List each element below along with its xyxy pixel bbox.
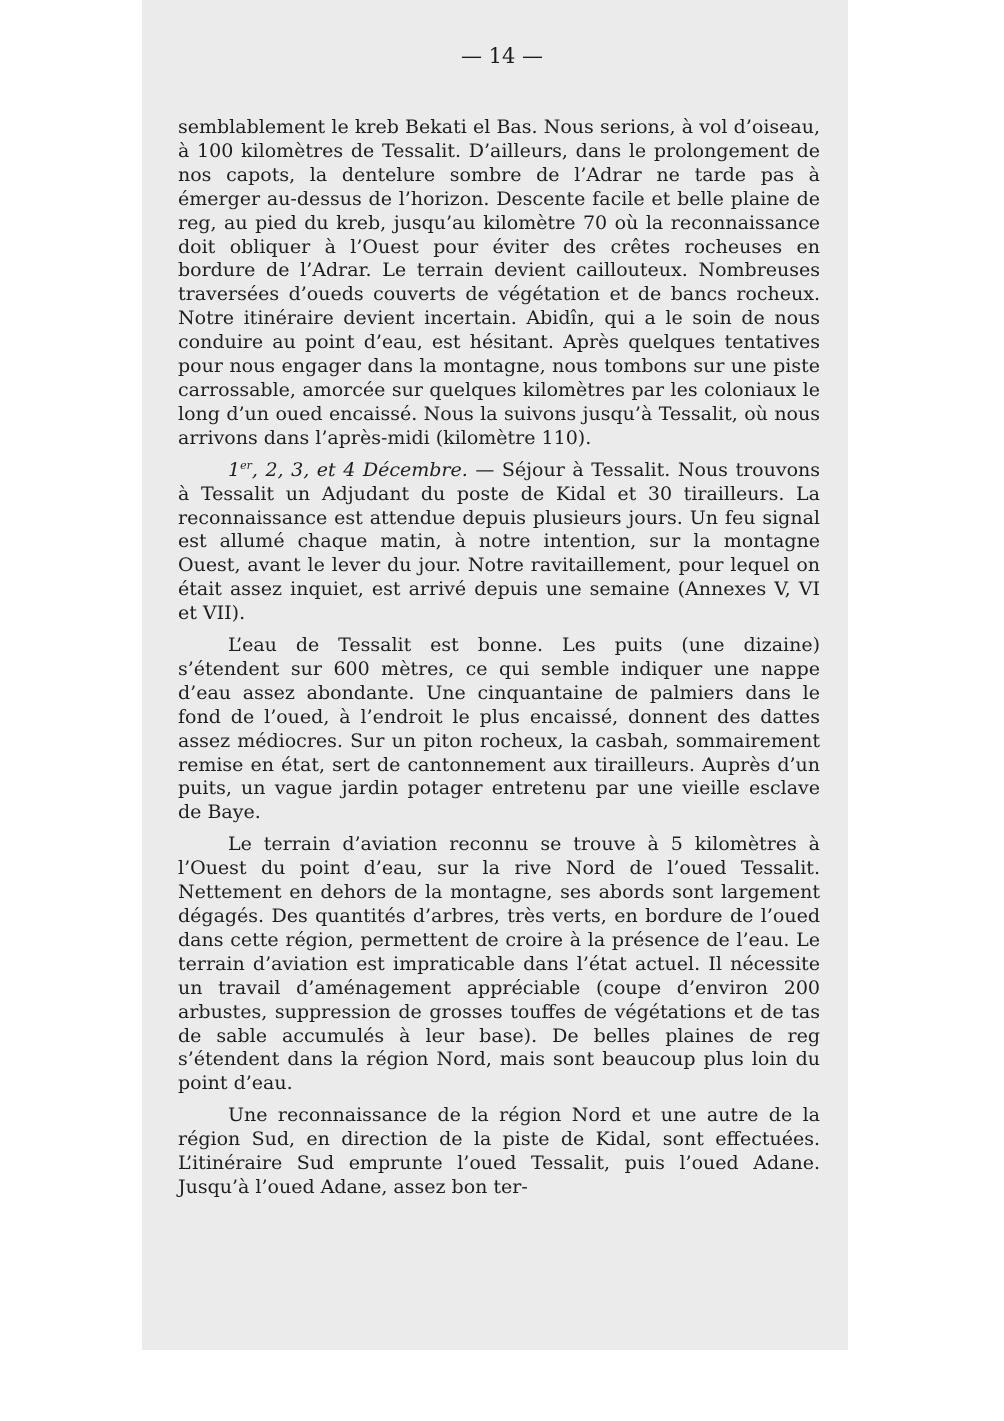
date-heading-number: 1 xyxy=(228,458,241,481)
date-heading-rest: , 2, 3, et 4 Décembre. xyxy=(251,458,468,481)
paragraph-5: Une reconnaissance de la région Nord et une autre de la région Sud, en direction de la piste de Kidal, sont effectuées. L’itinéraire Sud emprunte l’oued Tessalit, puis l’oued Adane. Jusqu’à l’oued Adane, assez bon ter- xyxy=(178,1104,820,1198)
body-text xyxy=(178,116,820,1200)
page-number: — 14 — xyxy=(460,44,544,68)
paragraph-2 xyxy=(178,459,820,626)
paragraph-4: Le terrain d’aviation reconnu se trouve à 5 kilomètres à l’Ouest du point d’eau, sur la rive Nord de l’oued Tessalit. Nettement en dehors de la montagne, ses abords sont largement dégagés. Des quantités d’arbres, très verts, en bordure de l’oued dans cette région, permettent de croire à la présence de l’eau. Le terrain d’aviation est impraticable dans l’état actuel. Il nécessite un travail d’aménagement appréciable (coupe d’environ 200 arbustes, suppression de grosses touffes de végétations et de tas de sable accumulés à leur base). De belles plaines de reg s’étendent dans la région Nord, mais sont beaucoup plus loin du point d’eau. xyxy=(178,833,820,1095)
paragraph-3: L’eau de Tessalit est bonne. Les puits (une dizaine) s’étendent sur 600 mètres, ce qui semble indiquer une nappe d’eau assez abondante. Une cinquantaine de palmiers dans le fond de l’oued, à l’endroit le plus encaissé, donnent des dattes assez médiocres. Sur un piton rocheux, la casbah, sommairement remise en état, sert de cantonnement aux tirailleurs. Auprès d’un puits, un vague jardin potager entretenu par une vieille esclave de Baye. xyxy=(178,634,820,824)
paragraph-1: semblablement le kreb Bekati el Bas. Nous serions, à vol d’oiseau, à 100 kilomètres de Tessalit. D’ailleurs, dans le prolongement de nos capots, la dentelure sombre de l’Adrar ne tarde pas à émerger au-dessus de l’horizon. Descente facile et belle plaine de reg, au pied du kreb, jusqu’au kilomètre 70 où la reconnaissance doit obliquer à l’Ouest pour éviter des crêtes rocheuses en bordure de l’Adrar. Le terrain devient caillouteux. Nombreuses traversées d’oueds couverts de végétation et de bancs rocheux. Notre itinéraire devient incertain. Abidîn, qui a le soin de nous conduire au point d’eau, est hésitant. Après quelques tentatives pour nous engager dans la montagne, nous tombons sur une piste carrossable, amorcée sur quelques kilomètres par les coloniaux le long d’un oued encaissé. Nous la suivons jusqu’à Tessalit, où nous arrivons dans l’après-midi (kilomètre 110). xyxy=(178,116,820,449)
date-heading-superscript: er xyxy=(240,458,252,472)
date-heading xyxy=(228,459,468,481)
paragraph-2-text: — Séjour à Tessalit. Nous trouvons à Tessalit un Adjudant du poste de Kidal et 30 tirailleurs. La reconnaissance est attendue depuis plusieurs jours. Un feu signal est allumé chaque matin, à notre intention, sur la montagne Ouest, avant le lever du jour. Notre ravitaillement, pour lequel on était assez inquiet, est arrivé depuis une semaine (Annexes V, VI et VII). xyxy=(178,458,820,625)
